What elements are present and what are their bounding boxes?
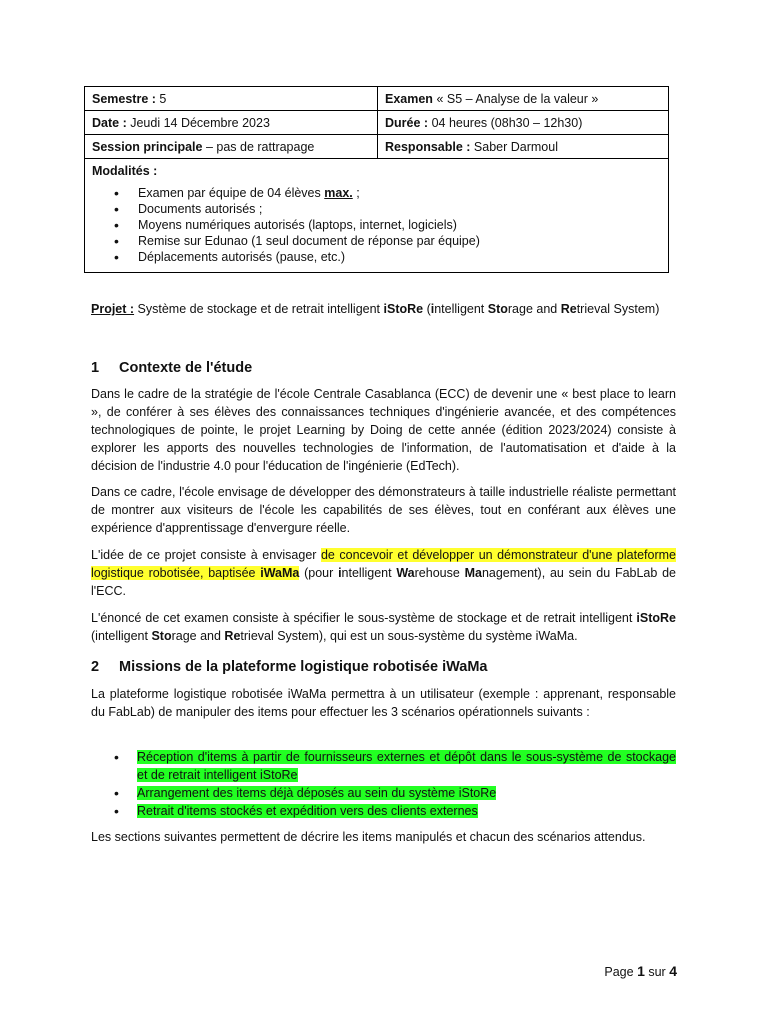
- table-row: [85, 159, 669, 273]
- paragraph-text: (pour: [299, 566, 339, 580]
- list-item: [91, 784, 676, 802]
- paragraph-text: de concevoir et développer un démonstrateur d'une plateforme logistique robotisée, baptisée: [91, 548, 676, 580]
- paragraph: La plateforme logistique robotisée iWaMa permettra à un utilisateur (exemple : apprenant, responsable du FabLab) de manipuler des items pour effectuer les 3 scénarios opérationnels suivants :: [91, 687, 676, 719]
- paragraph-text: nagement), au sein du FabLab de l'ECC.: [91, 566, 676, 598]
- scenario-list: [91, 748, 676, 820]
- total-pages: 4: [669, 963, 677, 979]
- paragraph-text: iWaMa: [260, 566, 300, 580]
- paragraph: Dans ce cadre, l'école envisage de développer des démonstrateurs à taille industrielle réaliste permettant de montrer aux visiteurs de l'école les capabilités de ses élèves, tout en conférant aux élèves une expérience d'apprentissage d'envergure réelle.: [91, 485, 676, 535]
- paragraph-text: rehouse: [414, 566, 465, 580]
- highlighted-text: Arrangement des items déjà déposés au sein du système iStoRe: [137, 786, 497, 800]
- session-label: Session principale: [92, 139, 203, 154]
- page-footer: [604, 962, 677, 981]
- highlighted-text: Réception d'items à partir de fournisseurs externes et dépôt dans le sous-système de stockage et de retrait intelligent iStoRe: [137, 750, 676, 782]
- project-text: ntelligent: [434, 302, 488, 316]
- date-value: Jeudi 14 Décembre 2023: [130, 115, 270, 130]
- responsable-cell: [378, 135, 669, 159]
- modalite-text: ;: [352, 186, 360, 200]
- exam-info-table: [84, 86, 669, 273]
- date-cell: [85, 111, 378, 135]
- list-item: • Remise sur Edunao (1 seul document de réponse par équipe): [92, 233, 661, 249]
- table-row: [85, 135, 669, 159]
- modalites-cell: [85, 159, 669, 273]
- project-line: [91, 300, 676, 318]
- page-label: Page: [604, 965, 634, 979]
- paragraph-text: L'idée de ce projet consiste à envisager: [91, 548, 321, 562]
- project-text: trieval System): [576, 302, 660, 316]
- paragraph: Dans le cadre de la stratégie de l'école Centrale Casablanca (ECC) de devenir une « best place to learn », de conférer à ses élèves des connaissances techniques d'ingénierie avancée, et des compétences technologiques de pointe, le projet Learning by Doing de cette année (édition 2023/2024) consiste à explorer les apports des nouvelles technologies de l'information, de l'automatisation et d'aide à la décision de l'industrie 4.0 pour l'éducation de l'ingénierie (EdTech).: [91, 387, 676, 473]
- paragraph: Les sections suivantes permettent de décrire les items manipulés et chacun des scénarios attendus.: [91, 830, 646, 844]
- paragraph-text: (intelligent: [91, 629, 152, 643]
- duree-label: Durée :: [385, 115, 429, 130]
- paragraph-text: i: [338, 566, 342, 580]
- table-row: [85, 87, 669, 111]
- responsable-value: Saber Darmoul: [473, 139, 558, 154]
- paragraph-text: trieval System), qui est un sous-système du système iWaMa.: [240, 629, 578, 643]
- modalites-label: Modalités :: [92, 164, 158, 178]
- paragraph-text: Wa: [396, 566, 415, 580]
- paragraph-text: iStoRe: [636, 611, 676, 625]
- semestre-label: Semestre :: [92, 91, 156, 106]
- list-item: • Moyens numériques autorisés (laptops, internet, logiciels): [92, 217, 661, 233]
- paragraph-text: Sto: [151, 629, 172, 643]
- duree-cell: [378, 111, 669, 135]
- list-item: [92, 185, 661, 201]
- session-value: – pas de rattrapage: [205, 139, 315, 154]
- section-number: 1: [91, 360, 100, 376]
- responsable-label: Responsable :: [385, 139, 471, 154]
- section-title: Contexte de l'étude: [119, 360, 253, 376]
- semestre-cell: [85, 87, 378, 111]
- section-2-heading: [91, 657, 487, 677]
- list-item: • Documents autorisés ;: [92, 201, 661, 217]
- section-number: 2: [91, 659, 100, 675]
- modalite-max: max.: [324, 186, 353, 200]
- paragraph-text: rage and: [171, 629, 225, 643]
- section-1-heading: [91, 358, 252, 378]
- project-text: (: [423, 302, 431, 316]
- session-cell: [85, 135, 378, 159]
- paragraph-text: Re: [224, 629, 241, 643]
- paragraph-text: Ma: [464, 566, 482, 580]
- date-label: Date :: [92, 115, 127, 130]
- project-istore: iStoRe: [383, 302, 424, 316]
- page-number: 1: [637, 963, 645, 979]
- examen-label: Examen: [385, 91, 433, 106]
- duree-value: 04 heures (08h30 – 12h30): [431, 115, 583, 130]
- project-text: rage and: [507, 302, 561, 316]
- paragraph-text: ntelligent: [341, 566, 397, 580]
- project-text: Sto: [487, 302, 508, 316]
- examen-cell: [378, 87, 669, 111]
- modalites-list: [92, 185, 661, 265]
- examen-value: « S5 – Analyse de la valeur »: [436, 91, 599, 106]
- section-title: Missions de la plateforme logistique robotisée iWaMa: [119, 659, 488, 675]
- project-text: i: [430, 302, 435, 316]
- of-label: sur: [648, 965, 666, 979]
- modalite-text: Examen par équipe de 04 élèves: [138, 186, 325, 200]
- project-text: Re: [560, 302, 577, 316]
- semestre-value: 5: [159, 91, 167, 106]
- highlighted-text: Retrait d'items stockés et expédition vers des clients externes: [137, 804, 478, 818]
- table-row: [85, 111, 669, 135]
- paragraph: [91, 546, 676, 600]
- list-item: [91, 748, 676, 784]
- list-item: • Déplacements autorisés (pause, etc.): [92, 249, 661, 265]
- list-item: [91, 802, 676, 820]
- paragraph: [91, 609, 676, 645]
- project-label: Projet :: [91, 302, 135, 316]
- project-text: Système de stockage et de retrait intelligent: [134, 302, 384, 316]
- paragraph-text: L'énoncé de cet examen consiste à spécifier le sous-système de stockage et de retrait intelligent: [91, 611, 637, 625]
